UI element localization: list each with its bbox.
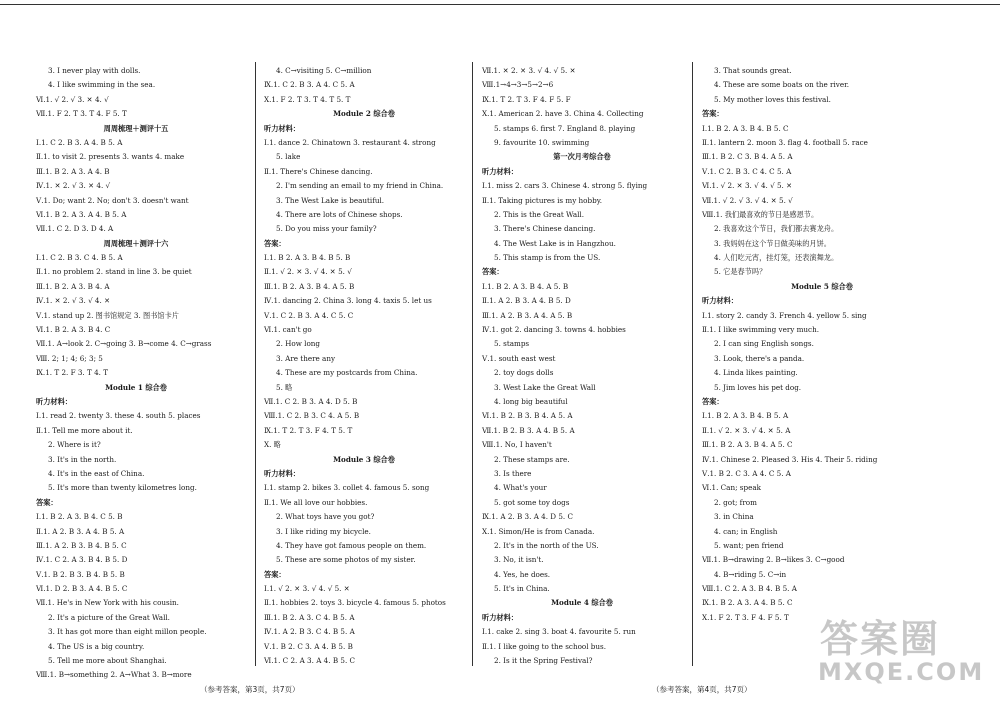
answer-line: Ⅱ.1. √ 2. ✕ 3. √ 4. ✕ 5. A [702,425,791,435]
answer-line: Ⅴ.1. B 2. C 3. A 4. B 5. B [264,641,353,651]
answer-column-1 [36,64,236,683]
answer-line: Ⅲ.1. B 2. A 3. C 4. B 5. A [264,612,355,622]
answer-line: 答案： [264,238,286,248]
answer-line: 5. It's more than twenty kilometres long. [48,483,197,493]
answer-line: Ⅵ.1. B 2. A 3. A 4. B 5. A [36,209,127,219]
answer-column-2 [264,64,464,668]
answer-line: 3. There's Chinese dancing. [494,224,596,234]
answer-line: Ⅹ.1. F 2. T 3. T 4. T 5. T [264,94,351,104]
answer-line: Ⅴ.1. Do; want 2. No; don't 3. doesn't want [36,195,189,205]
answer-line: 3. Look, there's a panda. [714,353,805,363]
answer-line: 3. No, it isn't. [494,555,544,565]
answer-line: 听力材料： [482,612,518,622]
answer-line: Ⅰ.1. C 2. B 3. C 4. B 5. A [36,253,123,263]
answer-line: Ⅸ.1. A 2. B 3. A 4. D 5. C [482,512,573,522]
answer-line: 2. It's in the north of the US. [494,540,599,550]
answer-line: Ⅶ.1. B 2. B 3. A 4. B 5. A [482,425,575,435]
answer-line: 2. It's a picture of the Great Wall. [48,612,170,622]
answer-line: 3. I like riding my bicycle. [276,526,371,536]
answer-line: 答案： [482,267,504,277]
answer-line: Ⅴ.1. south east west [482,353,556,363]
answer-line: 4. These are my postcards from China. [276,368,418,378]
answer-line: Ⅱ.1. Taking pictures is my hobby. [482,195,603,205]
answer-line: Ⅰ.1. stamp 2. bikes 3. collet 4. famous 5. song [264,483,430,493]
answer-line: Ⅸ.1. C 2. B 3. A 4. C 5. A [264,80,355,90]
answer-line: Ⅷ.1. C 2. A 3. B 4. B 5. A [702,584,797,594]
answer-line: Ⅰ.1. story 2. candy 3. French 4. yellow 5. sing [702,310,867,320]
answer-line: 5. My mother loves this festival. [714,94,831,104]
answer-line: Ⅳ.1. Chinese 2. Pleased 3. His 4. Their 5. riding [702,454,878,464]
answer-line: Ⅷ.1. No, I haven't [482,440,552,450]
answer-line: Ⅰ.1. C 2. B 3. A 4. B 5. A [36,137,123,147]
answer-line: Ⅱ.1. lantern 2. moon 3. flag 4. football 5. race [702,137,868,147]
answer-line: 听力材料： [36,396,72,406]
answer-line: 3. 我妈妈在这个节日做美味的月饼。 [714,238,831,248]
top-rule [0,4,1000,5]
answer-line: Ⅶ.1. √ 2. √ 3. √ 4. ✕ 5. √ [702,195,793,205]
answer-line: 3. The West Lake is beautiful. [276,195,385,205]
answer-line: 5. lake [276,152,301,162]
answer-line: 2. How long [276,339,321,349]
answer-line: 答案： [702,396,724,406]
answer-line: 5. stamps [494,339,530,349]
answer-line: Ⅲ.1. B 2. A 3. B 4. A 5. C [702,440,793,450]
answer-line: 5. want; pen friend [714,540,784,550]
section-heading: Module 5 综合卷 [791,281,853,291]
answer-line: 听力材料： [264,123,300,133]
answer-line: 4. C→visiting 5. C→million [276,66,372,75]
answer-line: 4. 人们吃元宵，挂灯笼，还表演舞龙。 [714,253,839,263]
answer-line: 2. I can sing English songs. [714,339,814,349]
section-heading: Module 2 综合卷 [333,109,395,119]
answer-line: 3. in China [714,512,754,522]
answer-line: Ⅵ.1. Can; speak [702,483,761,493]
answer-line: 4. B→riding 5. C→in [714,569,787,579]
column-divider [255,62,256,666]
answer-line: Ⅸ.1. B 2. A 3. A 4. B 5. C [702,598,793,608]
answer-line: Ⅵ.1. √ 2. ✕ 3. √ 4. √ 5. ✕ [702,181,793,191]
section-heading: 周周梳理＋测评十五 [103,123,169,133]
answer-line: 4. It's in the east of China. [48,468,145,478]
answer-line: Ⅰ.1. cake 2. sing 3. boat 4. favourite 5. run [482,627,636,637]
answer-line: Ⅱ.1. Tell me more about it. [36,425,133,435]
answer-line: 3. Are there any [276,353,336,363]
section-heading: Module 4 综合卷 [551,598,613,608]
answer-line: 答案： [264,569,286,579]
answer-line: 4. Yes, he does. [494,569,551,579]
page-footer-left: （参考答案，第3页，共7页） [200,685,300,694]
answer-line: 5. Do you miss your family? [276,224,377,234]
answer-line: Ⅴ.1. C 2. B 3. A 4. C 5. C [264,310,354,320]
answer-line: Ⅷ. 2; 1; 4; 6; 3; 5 [36,353,103,363]
answer-line: Ⅱ.1. A 2. B 3. A 4. B 5. A [36,526,125,536]
answer-line: Ⅰ.1. B 2. A 3. B 4. B 5. A [702,411,789,421]
answer-column-3 [482,64,682,668]
answer-line: Ⅹ.1. Simon/He is from Canada. [482,526,595,536]
answer-line: 听力材料： [702,296,738,306]
answer-line: 3. West Lake the Great Wall [494,382,596,392]
answer-line: Ⅴ.1. stand up 2. 图书馆规定 3. 图书馆卡片 [36,310,179,320]
answer-line: Ⅲ.1. B 2. A 3. B 4. A 5. B [264,281,355,291]
answer-line: 4. These are some boats on the river. [714,80,850,90]
answer-line: Ⅵ.1. B 2. A 3. B 4. C [36,325,111,335]
section-heading: Module 3 综合卷 [333,454,395,464]
answer-line: 4. The West Lake is in Hangzhou. [494,238,616,248]
answer-line: Ⅶ.1. A→look 2. C→going 3. B→come 4. C→grass [36,339,212,349]
answer-line: Ⅴ.1. C 2. B 3. C 4. C 5. A [702,166,792,176]
answer-line: 2. 我喜欢这个节日，我们都去赛龙舟。 [714,224,839,234]
answer-line: Ⅷ.1. C 2. B 3. C 4. A 5. B [264,411,360,421]
answer-line: Ⅱ.1. We all love our hobbies. [264,497,368,507]
answer-line: 答案： [36,497,58,507]
answer-line: Ⅰ.1. read 2. twenty 3. these 4. south 5. places [36,411,201,421]
answer-line: Ⅱ.1. hobbies 2. toys 3. bicycle 4. famous 5. photos [264,598,446,608]
answer-line: Ⅲ.1. A 2. B 3. B 4. B 5. C [36,540,127,550]
answer-line: 2. got; from [714,497,757,507]
column-divider [692,62,693,666]
answer-line: 4. The US is a big country. [48,641,145,651]
answer-line: Ⅵ.1. can't go [264,325,312,335]
answer-line: 5. These are some photos of my sister. [276,555,416,565]
answer-line: Ⅴ.1. B 2. C 3. A 4. C 5. A [702,468,791,478]
answer-line: Ⅳ.1. ✕ 2. √ 3. ✕ 4. √ [36,181,111,191]
answer-line: Ⅸ.1. T 2. T 3. F 4. T 5. T [264,425,353,435]
answer-line: Ⅸ.1. T 2. T 3. F 4. F 5. F [482,94,571,104]
answer-line: Ⅶ.1. C 2. B 3. A 4. D 5. B [264,396,358,406]
answer-line: 3. I never play with dolls. [48,66,141,75]
answer-line: 2. Is it the Spring Festival? [494,656,593,666]
answer-line: Ⅶ.1. ✕ 2. ✕ 3. √ 4. √ 5. ✕ [482,66,576,75]
section-heading: 第一次月考综合卷 [553,152,611,162]
answer-line: 2. These stamps are. [494,454,570,464]
answer-line: Ⅶ.1. F 2. T 3. T 4. F 5. T [36,109,127,119]
answer-line: 4. I like swimming in the sea. [48,80,156,90]
answer-line: Ⅰ.1. B 2. A 3. B 4. A 5. B [482,281,569,291]
answer-line: 2. This is the Great Wall. [494,209,584,219]
answer-line: 5. 略 [276,382,293,392]
answer-line: 3. It's in the north. [48,454,117,464]
answer-line: Ⅱ.1. to visit 2. presents 3. wants 4. make [36,152,185,162]
answer-line: 答案： [702,109,724,119]
answer-line: 4. What's your [494,483,547,493]
column-divider [472,62,473,666]
answer-line: 4. long big beautiful [494,396,568,406]
answer-line: 听力材料： [482,166,518,176]
answer-line: 5. Tell me more about Shanghai. [48,656,167,666]
answer-line: Ⅰ.1. B 2. A 3. B 4. C 5. B [36,512,123,522]
watermark-logo [810,600,985,700]
answer-line: Ⅱ.1. I like going to the school bus. [482,641,607,651]
answer-line: Ⅵ.1. C 2. A 3. A 4. B 5. C [264,656,356,666]
answer-line: 5. Jim loves his pet dog. [714,382,802,392]
answer-line: 听力材料： [264,468,300,478]
answer-line: Ⅰ.1. B 2. A 3. B 4. B 5. C [702,123,789,133]
answer-line: 5. It's in China. [494,584,550,594]
answer-line: Ⅱ.1. I like swimming very much. [702,325,819,335]
answer-line: Ⅶ.1. C 2. D 3. D 4. A [36,224,114,234]
answer-line: Ⅵ.1. B 2. B 3. B 4. A 5. A [482,411,573,421]
answer-line: 4. can; in English [714,526,778,536]
section-heading: Module 1 综合卷 [105,382,167,392]
answer-line: 4. Linda likes painting. [714,368,798,378]
answer-line: Ⅰ.1. dance 2. Chinatown 3. restaurant 4. strong [264,137,436,147]
answer-line: Ⅷ.1. 我们最喜欢的节日是感恩节。 [702,209,819,219]
watermark-url: MXQE.COM [818,658,985,686]
answer-line: Ⅱ.1. no problem 2. stand in line 3. be quiet [36,267,192,277]
answer-line: 3. It has got more than eight millon people. [48,627,207,637]
answer-line: 2. I'm sending an email to my friend in China. [276,181,444,191]
answer-line: Ⅳ.1. ✕ 2. √ 3. √ 4. ✕ [36,296,111,306]
answer-line: Ⅲ.1. A 2. B 3. A 4. A 5. B [482,310,573,320]
answer-line: Ⅲ.1. B 2. A 3. B 4. A [36,281,110,291]
answer-line: Ⅶ.1. He's in New York with his cousin. [36,598,179,608]
answer-line: Ⅳ.1. dancing 2. China 3. long 4. taxis 5. let us [264,296,432,306]
answer-line: Ⅳ.1. C 2. A 3. B 4. B 5. D [36,555,128,565]
answer-line: Ⅵ.1. √ 2. √ 3. ✕ 4. √ [36,94,109,104]
answer-line: 5. got some toy dogs [494,497,570,507]
answer-line: Ⅲ.1. B 2. C 3. B 4. A 5. A [702,152,793,162]
answer-line: 3. Is there [494,468,532,478]
answer-column-4 [702,64,942,625]
answer-line: 2. toy dogs dolls [494,368,554,378]
section-heading: 周周梳理＋测评十六 [103,238,169,248]
answer-line: Ⅱ.1. A 2. B 3. A 4. B 5. D [482,296,571,306]
answer-line: 9. favourite 10. swimming [494,137,590,147]
answer-line: Ⅲ.1. B 2. A 3. A 4. B [36,166,110,176]
answer-line: Ⅹ. 略 [264,440,281,450]
answer-line: Ⅳ.1. A 2. B 3. C 4. B 5. A [264,627,355,637]
answer-line: Ⅹ.1. American 2. have 3. China 4. Collecting [482,109,644,119]
answer-line: Ⅳ.1. got 2. dancing 3. towns 4. hobbies [482,325,626,335]
answer-line: 4. They have got famous people on them. [276,540,427,550]
answer-line: Ⅰ.1. miss 2. cars 3. Chinese 4. strong 5. flying [482,181,648,191]
answer-line: Ⅷ.1→4→3→5→2→6 [482,80,554,90]
watermark-text: 答案圈 [820,617,941,661]
answer-line: Ⅰ.1. B 2. A 3. B 4. B 5. B [264,253,351,263]
answer-line: Ⅹ.1. F 2. T 3. F 4. F 5. T [702,612,789,622]
answer-line: Ⅶ.1. B→drawing 2. B→likes 3. C→good [702,555,845,565]
answer-line: Ⅱ.1. There's Chinese dancing. [264,166,373,176]
answer-line: Ⅰ.1. √ 2. ✕ 3. √ 4. √ 5. ✕ [264,584,350,594]
answer-line: 2. What toys have you got? [276,512,375,522]
answer-line: 4. There are lots of Chinese shops. [276,209,403,219]
answer-line: 5. stamps 6. first 7. England 8. playing [494,123,636,133]
answer-line: Ⅷ.1. B→something 2. A→What 3. B→more [36,670,192,680]
answer-line: 5. 它是春节吗？ [714,267,767,277]
answer-line: 5. This stamp is from the US. [494,253,601,263]
answer-line: 3. That sounds great. [714,66,792,75]
answer-line: Ⅱ.1. √ 2. ✕ 3. √ 4. ✕ 5. √ [264,267,352,277]
answer-line: 2. Where is it? [48,440,101,450]
answer-line: Ⅴ.1. B 2. B 3. B 4. B 5. B [36,569,125,579]
answer-line: Ⅸ.1. T 2. F 3. T 4. T [36,368,109,378]
page-footer-right: （参考答案，第4页，共7页） [652,685,752,694]
answer-line: Ⅵ.1. D 2. B 3. A 4. B 5. C [36,584,128,594]
